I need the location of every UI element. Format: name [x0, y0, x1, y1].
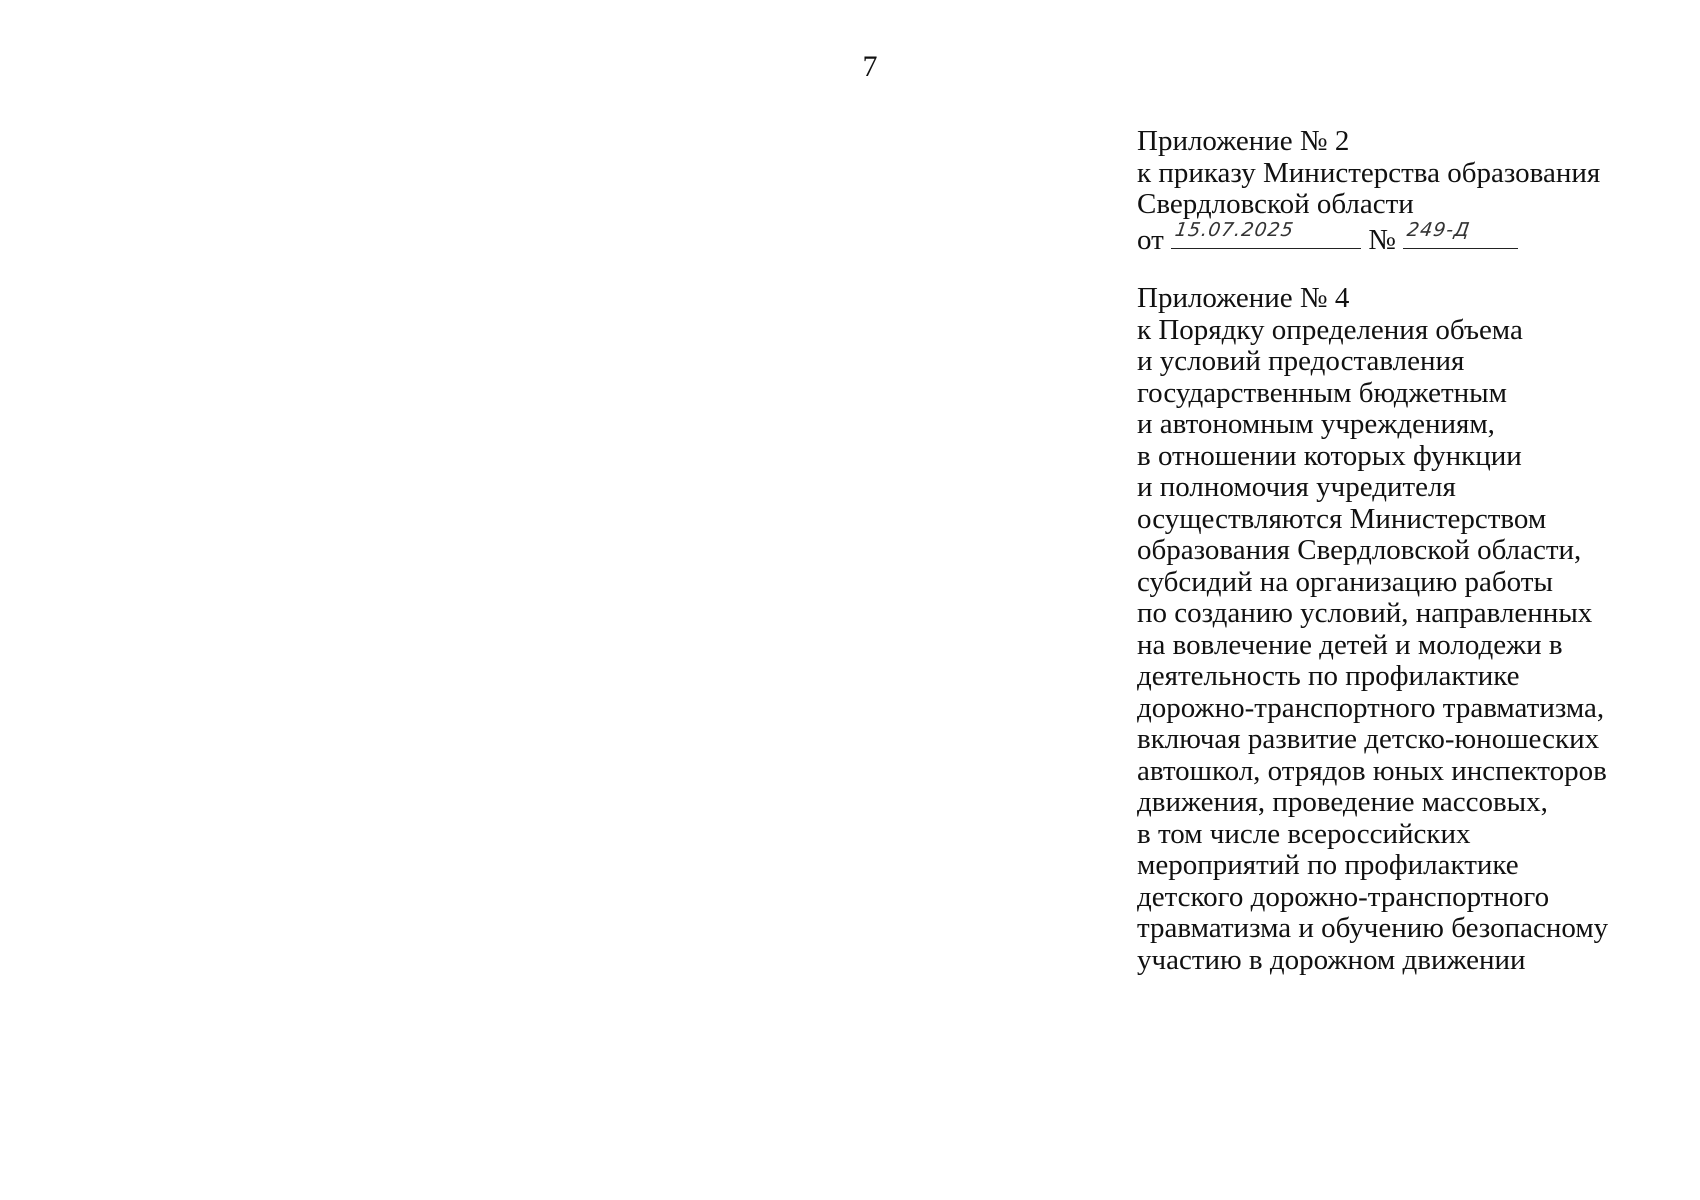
annex-text-line: к Порядку определения объема	[1137, 313, 1523, 346]
page-number: 7	[862, 50, 878, 83]
order-reference: к приказу Министерства образования	[1137, 156, 1601, 189]
annex-text-line: автошкол, отрядов юных инспекторов	[1137, 754, 1607, 787]
annex-4-header	[1137, 283, 1657, 976]
annex-text-line: и условий предоставления	[1137, 345, 1465, 377]
order-date-number-line	[1137, 221, 1657, 257]
annex-text-line: движения, проведение массовых,	[1137, 786, 1548, 818]
date-prefix: от	[1137, 223, 1164, 256]
annex-title: Приложение № 2	[1137, 125, 1350, 157]
date-field	[1171, 221, 1361, 249]
handwritten-date: 15.07.2025	[1173, 219, 1296, 241]
number-field	[1403, 221, 1518, 249]
annex-text-line: мероприятий по профилактике	[1137, 849, 1519, 881]
number-prefix: №	[1368, 223, 1396, 256]
annex-text-line: субсидий на организацию работы	[1137, 565, 1553, 598]
annex-text-line: и автономным учреждениям,	[1137, 408, 1495, 440]
annex-text-line: дорожно-транспортного травматизма,	[1137, 691, 1605, 724]
annex-text-line: по созданию условий, направленных	[1137, 597, 1593, 629]
annex-text-line: государственным бюджетным	[1137, 376, 1508, 409]
annex-text-line: в отношении которых функции	[1137, 439, 1522, 472]
region-name: Свердловской области	[1137, 188, 1414, 220]
annex-title: Приложение № 4	[1137, 282, 1350, 314]
annex-text-line: травматизма и обучению безопасному	[1137, 912, 1609, 944]
annex-text-line: и полномочия учредителя	[1137, 471, 1456, 503]
annex-text-line: на вовлечение детей и молодежи в	[1137, 628, 1563, 661]
handwritten-number: 249-Д	[1405, 219, 1472, 241]
annex-text-line: осуществляются Министерством	[1137, 502, 1547, 535]
annex-text-line: деятельность по профилактике	[1137, 660, 1520, 692]
annex-text-line: включая развитие детско-юношеских	[1137, 723, 1600, 755]
annex-text-line: в том числе всероссийских	[1137, 817, 1471, 850]
annex-text-line: образования Свердловской области,	[1137, 534, 1582, 566]
annex-text-line: детского дорожно-транспортного	[1137, 880, 1550, 913]
annex-2-header	[1137, 126, 1657, 256]
annex-text-line: участию в дорожном движении	[1137, 943, 1526, 976]
